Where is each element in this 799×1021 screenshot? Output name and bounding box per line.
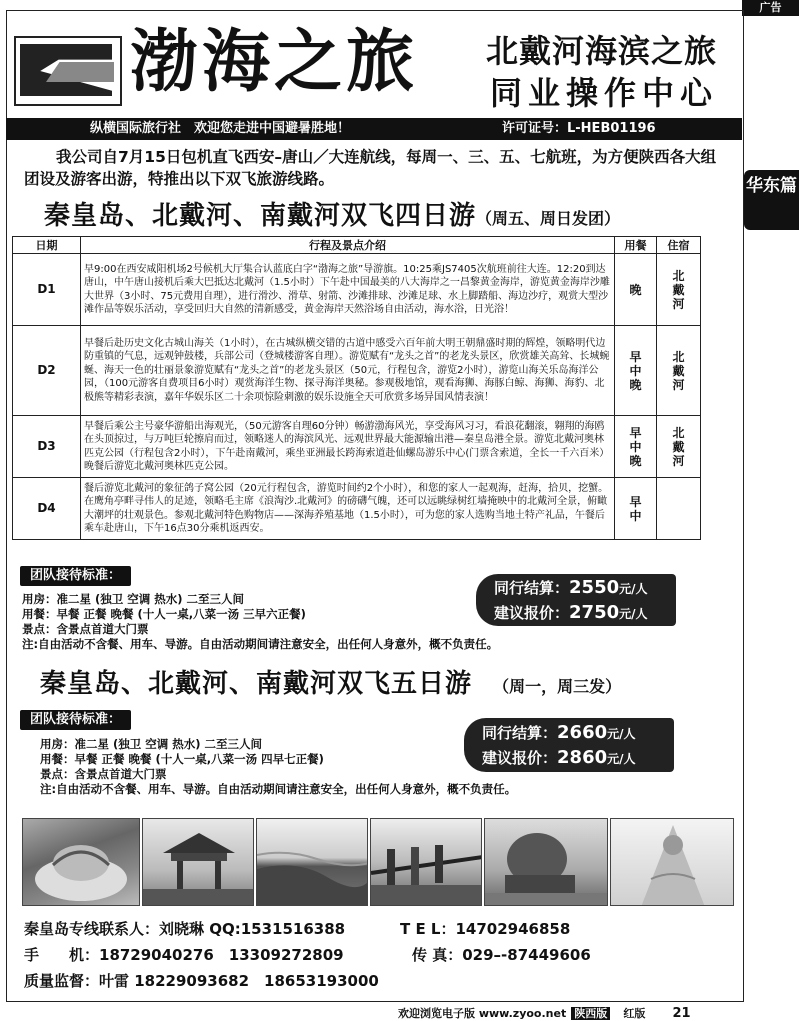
statue-icon [485,819,608,906]
itinerary-table [12,236,701,540]
route1-title: 秦皇岛、北戴河、南戴河双飞四日游 [44,201,477,231]
coast-photo [256,818,368,906]
route1-standards [22,592,498,652]
suggest-price-value: 2860 [557,747,608,768]
edition-badge: 陕西版 [571,1007,610,1020]
agency-bar [6,118,742,140]
stay-text: 北戴河 [672,268,685,311]
day-cell: D2 [13,326,81,416]
route1-standards-label: 团队接待标准： [20,566,131,586]
peer-price-row [494,576,676,601]
suggest-price-label: 建议报价： [494,604,570,622]
col-day: 日期 [13,237,81,254]
stay-text: 北戴河 [672,425,685,468]
buddha-sculpture-photo [610,818,734,906]
day-cell: D1 [13,254,81,326]
route2-heading [40,668,621,700]
footer [398,1002,691,1021]
peer-price-row [482,721,674,746]
day-cell: D3 [13,416,81,478]
logo-stripe-icon [46,62,114,82]
meal-cell [615,478,657,540]
suggest-price-label: 建议报价： [482,749,558,767]
stay-cell [657,326,701,416]
contact-mobile[interactable]: 手 机：18729040276 13309272809 [24,946,344,964]
meal-cell: 晚 [615,254,657,326]
agency-welcome: 纵横国际旅行社 欢迎您走进中国避暑胜地！ [90,121,351,136]
buddha-icon [611,819,734,906]
standard-sight: 景点：含景点首道大门票 [40,767,167,781]
peer-price-unit: 元/人 [607,727,636,741]
meal-text: 早中 [629,494,642,523]
contact-person: 秦皇岛专线联系人：刘晓琳 QQ:1531516388 [24,920,346,938]
table-header-row [13,237,701,254]
suggest-price-value: 2750 [569,602,620,623]
desc-cell: 早餐后乘公主号豪华游船出海观光，（50元游客自理60分钟）畅游渤海风光，享受海风习习，看浪花翻滚，翱翔的海鸥在头顶掠过，与万吨巨轮擦肩而过，领略迷人的海滨风光、远观世界最大能源输出港—秦皇岛港全景。游览北戴河奥林匹克公园（行程包含2小时），下午赴南戴河，乘坐亚洲最长跨海索道赴仙螺岛游乐中心(门票含索道，全长一千六百米）晚餐后游览北戴河奥林匹克公园。 [81,416,615,478]
route1-heading [44,200,620,232]
peer-price-unit: 元/人 [619,582,648,596]
table-row [13,326,701,416]
contact-tel[interactable]: T E L：14702946858 [400,920,571,938]
standard-room: 用房：准二星 (独卫 空调 热水) 二至三人间 [22,592,245,606]
meal-text: 早中晚 [629,425,642,468]
standard-meal: 用餐：早餐 正餐 晚餐 (十人一桌,八菜一汤 三早六正餐) [22,607,306,621]
peer-price-value: 2550 [569,577,620,598]
route1-price-box [476,574,676,626]
standard-sight: 景点：含景点首道大门票 [22,622,149,636]
license-number: 许可证号：L-HEB01196 [502,121,656,136]
region-tab[interactable]: 华东篇 [744,170,799,230]
standard-note: 注:自由活动不含餐、用车、导游。自由活动期间请注意安全，出任何人身意外，概不负责任。 [22,637,499,651]
page-title: 渤海之旅 [130,23,419,102]
pier-icon [371,819,482,906]
table-row [13,254,701,326]
col-meal: 用餐 [615,237,657,254]
sand-sculpture-icon [23,819,140,906]
meal-cell [615,326,657,416]
col-stay: 住宿 [657,237,701,254]
sand-sculpture-photo [22,818,140,906]
suggest-price-row [482,746,674,771]
route1-schedule: （周五、周日发团） [476,209,621,228]
table-row [13,478,701,540]
peer-price-value: 2660 [557,722,608,743]
route2-standards-label: 团队接待标准： [20,710,131,730]
suggest-price-row [494,601,676,626]
peer-price-label: 同行结算： [494,579,570,597]
standard-meal: 用餐：早餐 正餐 晚餐 (十人一桌,八菜一汤 四早七正餐) [40,752,324,766]
day-cell: D4 [13,478,81,540]
stay-cell [657,478,701,540]
ad-tag: 广告 [742,0,799,16]
meal-text: 早中晚 [629,349,642,392]
col-desc: 行程及景点介绍 [81,237,615,254]
stay-cell [657,254,701,326]
intro-paragraph: 我公司自7月15日包机直飞西安–唐山／大连航线，每周一、三、五、七航班，为方便陕西各大组团设及游客出游，特推出以下双飞旅游线路。 [24,148,717,188]
coast-icon [257,819,368,906]
pavilion-photo [142,818,254,906]
standard-room: 用房：准二星 (独卫 空调 热水) 二至三人间 [40,737,263,751]
route2-price-box [464,718,674,772]
route2-title: 秦皇岛、北戴河、南戴河双飞五日游 [40,669,473,699]
page-subtitle-1: 北戴河海滨之旅 [486,32,718,70]
suggest-price-unit: 元/人 [619,607,648,621]
stone-statue-photo [484,818,608,906]
pier-photo [370,818,482,906]
route2-standards [40,737,516,797]
desc-cell: 早餐后赴历史文化古城山海关（1小时），在古城纵横交错的古道中感受六百年前大明王朝鼎盛时期的辉煌，领略明代边防重镇的气息，远观钟鼓楼，兵部公司（登城楼游客自理）。游览赋有“龙头之首”的老龙头景区，欣赏雄关高耸、长城蜿蜒、海天一色的壮丽景象游览赋有“龙头之首”的老龙头景区（50元，行程包含，游览2小时），游览山海关乐岛海洋公园，（100元游客自费项目6小时）观赏海洋生物、探寻海洋奥秘。参观极地馆，观看海狮、海豚白鲸、海狮、海豹、北极熊等精彩表演，嘉年华娱乐区二十余项惊险刺激的娱乐设施全天可欣赏多场异国风情表演！ [81,326,615,416]
page-subtitle-2: 同业操作中心 [490,74,719,112]
footer-site-link[interactable]: 欢迎浏览电子版 www.zyoo.net [398,1007,567,1020]
suggest-price-unit: 元/人 [607,752,636,766]
desc-cell: 早9:00在西安咸阳机场2号候机大厅集合认蓝底白字“渤海之旅”导游旗。10:25乘JS7405次航班前往大连。12:20到达唐山，中午唐山接机后乘大巴抵达北戴河（1.5小时）下午赴中国最美的八大海岸之一昌黎黄金海岸，游览黄金海岸沙雕大世界（3小时、75元费用自理），进行滑沙、滑草、射箭、沙滩排球、沙滩足球、水上脚踏船、海边沙疗，观赏大型沙滩作品等娱乐活动，享受回归大自然的清新感受，黄金海岸天然浴场自由活动，海水浴，日光浴！ [81,254,615,326]
quality-supervisor: 质量监督：叶雷 18229093682 18653193000 [24,972,379,990]
stay-text: 北戴河 [672,349,685,392]
edition-label: 红版 [623,1007,646,1020]
standard-note: 注:自由活动不含餐、用车、导游。自由活动期间请注意安全，出任何人身意外，概不负责任。 [40,782,517,796]
photo-strip [22,818,734,906]
pavilion-icon [143,819,254,906]
stay-cell [657,416,701,478]
route2-schedule: （周一，周三发） [493,677,622,696]
desc-cell: 餐后游览北戴河的象征鸽子窝公园（20元行程包含，游览时间约2个小时），和您的家人一起观海，赶海，拾贝，挖蟹。在鹰角亭畔寻伟人的足迹，领略毛主席《浪淘沙.北戴河》的磅礴气魄，还可以远眺绿树红墙掩映中的北戴河全景，俯瞰大潮坪的壮观景色。参观北戴河特色购物店——深海养殖基地（1.5小时），可为您的家人选购当地土特产礼品，午餐后乘车赴唐山，下午16点30分乘机返西安。 [81,478,615,540]
page-number: 21 [672,1006,691,1021]
meal-cell [615,416,657,478]
table-row [13,416,701,478]
contact-fax: 传 真：029–-87449606 [412,946,591,964]
peer-price-label: 同行结算： [482,724,558,742]
brand-logo [14,36,122,106]
